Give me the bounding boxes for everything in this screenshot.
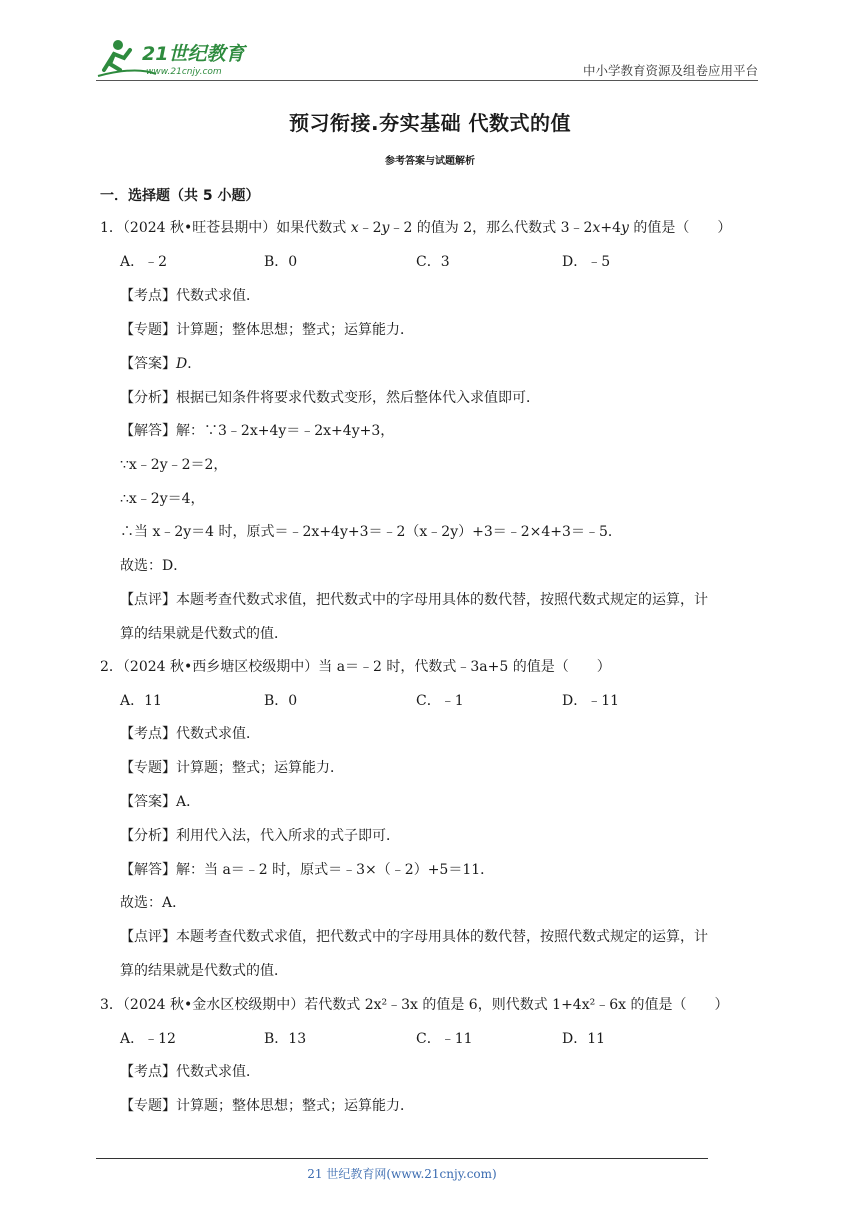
q2-option-a: A．11 [120, 693, 162, 709]
q1-kaodian: 【考点】代数式求值． [120, 288, 260, 304]
q2-guxuan: 故选：A． [120, 895, 187, 911]
header-divider [96, 80, 758, 81]
q2-option-d: D．﹣11 [562, 693, 620, 709]
question-2-stem: 2．（2024 秋•西乡塘区校级期中）当 a＝﹣2 时，代数式﹣3a+5 的值是（ ） [100, 659, 611, 675]
page-title: 预习衔接.夯实基础 代数式的值 [288, 111, 572, 135]
q3-option-b: B．13 [264, 1031, 307, 1047]
q1-option-c: C．3 [416, 254, 450, 270]
q1-guxuan: 故选：D． [120, 558, 188, 574]
q2-kaodian: 【考点】代数式求值． [120, 726, 260, 742]
q3-kaodian: 【考点】代数式求值． [120, 1064, 260, 1080]
q1-answer: 【答案】D． [120, 356, 202, 372]
q2-zhuanti: 【专题】计算题；整式；运算能力． [120, 760, 344, 776]
q2-option-c: C．﹣1 [416, 693, 464, 709]
footer-link[interactable]: 21 世纪教育网(www.21cnjy.com) [307, 1167, 497, 1181]
question-3-stem: 3．（2024 秋•金水区校级期中）若代数式 2x²﹣3x 的值是 6，则代数式 1+4x²﹣6x 的值是（ ） [100, 997, 729, 1013]
q1-fenxi: 【分析】根据已知条件将要求代数式变形，然后整体代入求值即可． [120, 390, 540, 406]
q1-step-2: ∴x﹣2y＝4， [120, 491, 205, 507]
q3-zhuanti: 【专题】计算题；整体思想；整式；运算能力． [120, 1098, 414, 1114]
q1-jieda: 【解答】解：∵3﹣2x+4y＝﹣2x+4y+3， [120, 423, 395, 439]
platform-name: 中小学教育资源及组卷应用平台 [582, 63, 758, 78]
footer-divider [96, 1158, 708, 1159]
q1-step-1: ∵x﹣2y﹣2＝2， [120, 457, 228, 473]
q2-fenxi: 【分析】利用代入法，代入所求的式子即可． [120, 828, 400, 844]
q1-dianping-2: 算的结果就是代数式的值． [120, 626, 288, 642]
section-heading: 一．选择题（共 5 小题） [100, 188, 260, 204]
svg-text:21世纪教育: 21世纪教育 [142, 43, 245, 65]
q2-dianping-1: 【点评】本题考查代数式求值，把代数式中的字母用具体的数代替，按照代数式规定的运算，计 [120, 929, 708, 945]
q1-zhuanti: 【专题】计算题；整体思想；整式；运算能力． [120, 322, 414, 338]
q1-step-3: ∴当 x﹣2y＝4 时，原式＝﹣2x+4y+3＝﹣2（x﹣2y）+3＝﹣2×4+3＝﹣5． [120, 524, 622, 540]
q1-option-d: D．﹣5 [562, 254, 611, 270]
q2-jieda: 【解答】解：当 a＝﹣2 时，原式＝﹣3×（﹣2）+5＝11． [120, 862, 495, 878]
q1-dianping-1: 【点评】本题考查代数式求值，把代数式中的字母用具体的数代替，按照代数式规定的运算，计 [120, 592, 708, 608]
page-header [96, 34, 758, 82]
q2-dianping-2: 算的结果就是代数式的值． [120, 963, 288, 979]
q2-answer: 【答案】A． [120, 794, 201, 810]
question-1-stem: 1．（2024 秋•旺苍县期中）如果代数式 x﹣2y﹣2 的值为 2，那么代数式 3﹣2x+4y 的值是（ ） [100, 220, 732, 236]
21cnjy-logo [96, 36, 266, 80]
q3-option-d: D．11 [562, 1031, 606, 1047]
svg-text:www.21cnjy.com: www.21cnjy.com [146, 67, 222, 77]
q3-option-a: A．﹣12 [120, 1031, 176, 1047]
q2-option-b: B．0 [264, 693, 298, 709]
page-subtitle: 参考答案与试题解析 [385, 156, 475, 167]
q1-option-a: A．﹣2 [120, 254, 168, 270]
q1-option-b: B．0 [264, 254, 298, 270]
q3-option-c: C．﹣11 [416, 1031, 473, 1047]
